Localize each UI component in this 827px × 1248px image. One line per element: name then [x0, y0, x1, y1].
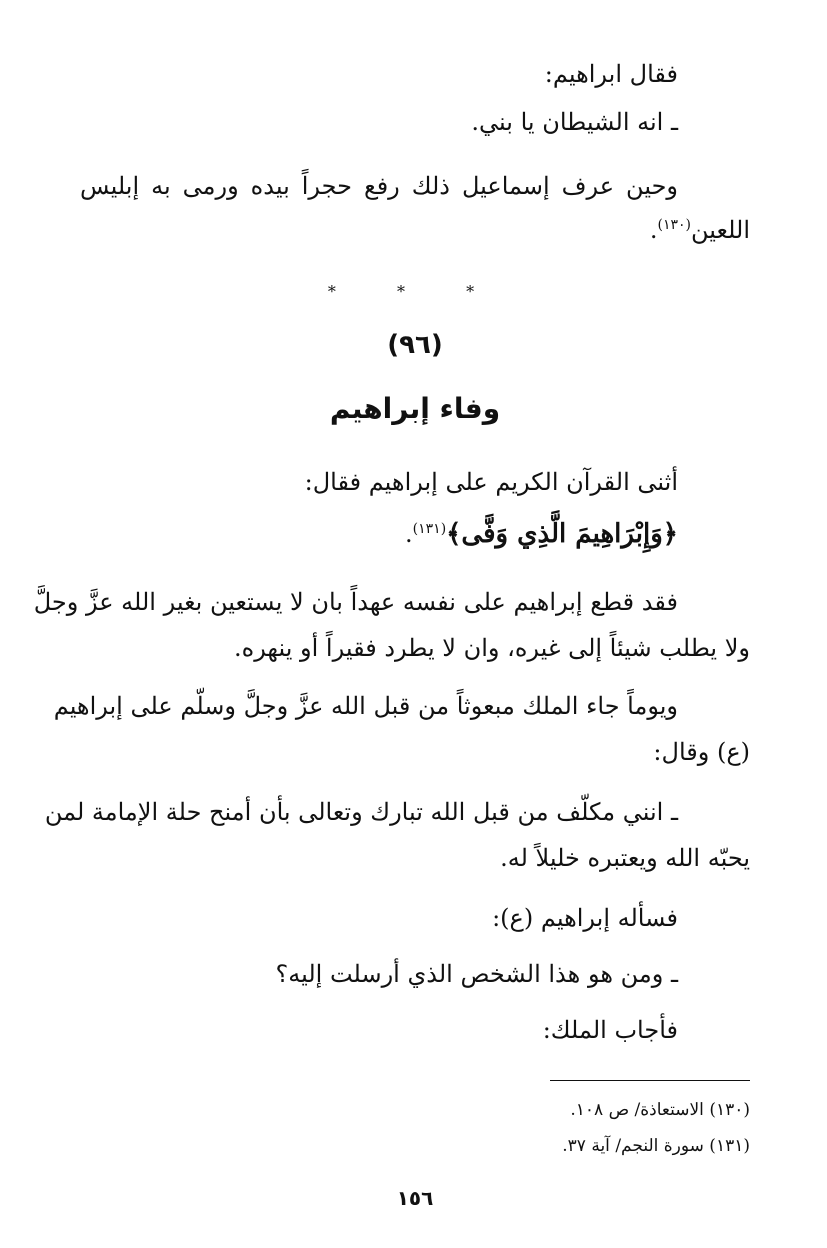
text-line-dialogue-reply: ـ انه الشيطان يا بني.	[471, 108, 678, 136]
section-title: وفاء إبراهيم	[329, 392, 501, 425]
section-number: (٩٦)	[387, 330, 443, 360]
text-line-dialogue-intro: فقال ابراهيم:	[544, 60, 678, 88]
text-line-p1-1: فقد قطع إبراهيم على نفسه عهداً بان لا يستعين بغير الله عزَّ وجلَّ	[33, 588, 678, 616]
quran-verse: ﴿وَإِبْرَاهِيمَ الَّذِي وَفَّى﴾	[446, 519, 678, 549]
footnote-divider	[550, 1080, 750, 1081]
text-line-p3-1: ـ انني مكلّف من قبل الله تبارك وتعالى بأن أمنح حلة الإمامة لمن	[44, 798, 678, 826]
page-number: ١٥٦	[396, 1186, 434, 1210]
book-page	[33, 0, 750, 1248]
text-line-p5: ـ ومن هو هذا الشخص الذي أرسلت إليه؟	[275, 960, 678, 988]
text-line-intro: أثنى القرآن الكريم على إبراهيم فقال:	[304, 468, 678, 496]
text-line-p4: فسأله إبراهيم (ع):	[492, 904, 678, 932]
footnote-130: (١٣٠) الاستعاذة/ ص ١٠٨.	[570, 1100, 750, 1120]
footnote-ref-130: (١٣٠)	[657, 217, 691, 233]
text-line-ismail-1: وحين عرف إسماعيل ذلك رفع حجراً بيده ورمى به إبليس	[80, 172, 678, 200]
text-line-p6: فأجاب الملك:	[542, 1016, 678, 1044]
text-line-p2-1: ويوماً جاء الملك مبعوثاً من قبل الله عزَّ وجلَّ وسلّم على إبراهيم	[53, 692, 678, 720]
text-line-p2-2: (ع) وقال:	[653, 738, 750, 766]
text-line-ismail-2	[80, 214, 750, 246]
text-line-p3-2: يحبّه الله ويعتبره خليلاً له.	[500, 844, 750, 872]
section-separator: * * *	[327, 282, 503, 301]
text-line-p1-2: ولا يطلب شيئاً إلى غيره، وان لا يطرد فقيراً أو ينهره.	[233, 634, 750, 662]
text-line-ismail-2-end: .	[649, 216, 658, 244]
text-line-ismail-2-text: اللعين	[690, 216, 750, 244]
quran-verse-line	[80, 518, 750, 550]
quran-verse-end: .	[405, 520, 413, 548]
footnote-ref-131: (١٣١)	[412, 521, 447, 537]
footnote-131: (١٣١) سورة النجم/ آية ٣٧.	[562, 1136, 750, 1156]
